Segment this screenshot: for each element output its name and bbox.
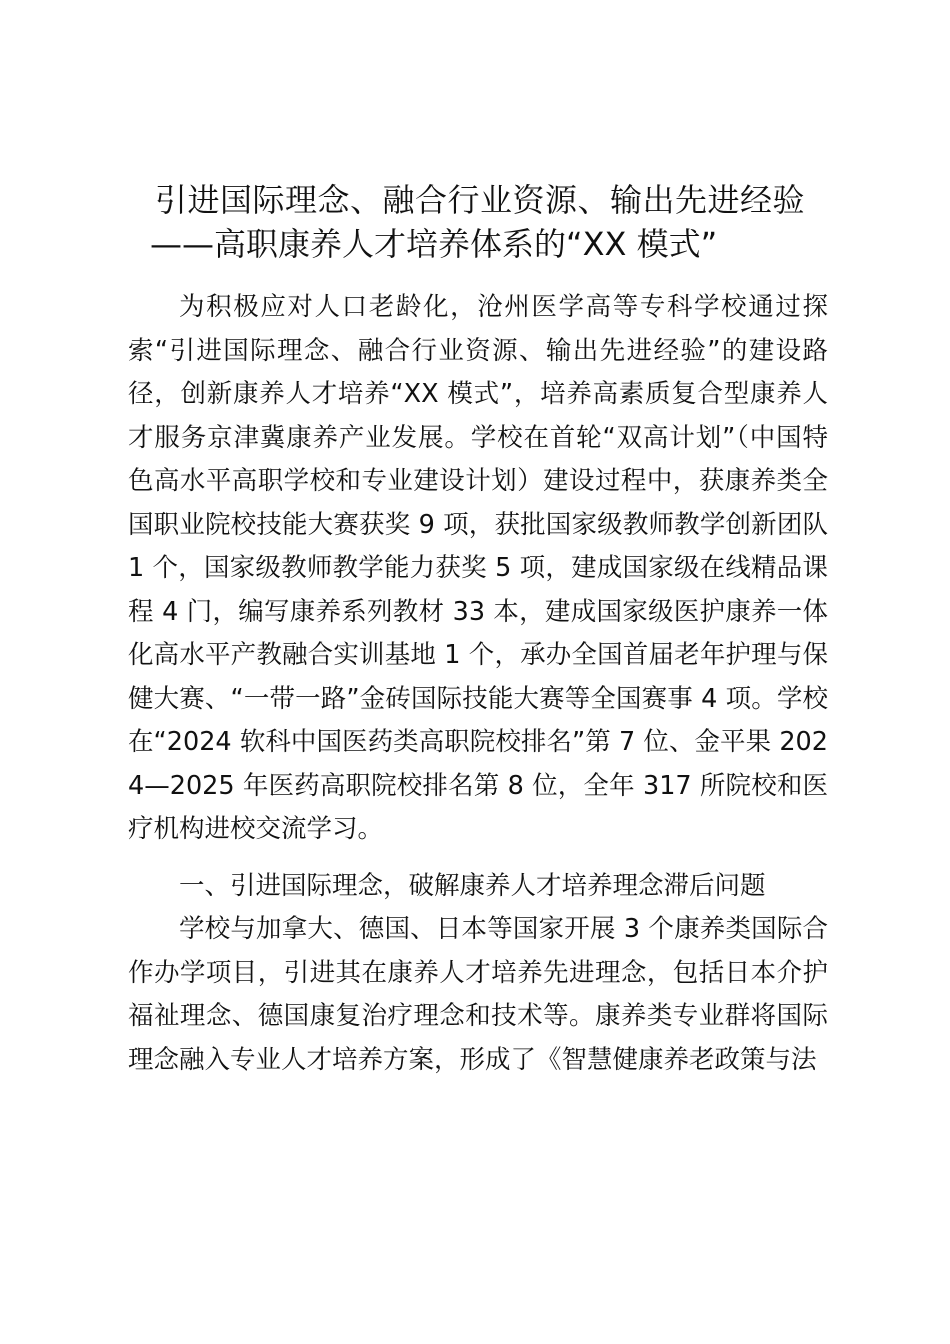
title-subtitle: ——高职康养人才培养体系的“XX 模式”: [150, 225, 718, 263]
section-1-paragraph: 学校与加拿大、德国、日本等国家开展 3 个康养类国际合作办学项目，引进其在康养人才培养先进理念，包括日本介护福祉理念、德国康复治疗理念和技术等。康养类专业群将国际理念融入专业人才培养方案，形成了《智慧健康养老政策与法: [128, 914, 828, 1075]
title-main: 引进国际理念、融合行业资源、输出先进经验: [154, 181, 805, 219]
intro-paragraph: 为积极应对人口老龄化，沧州医学高等专科学校通过探索“引进国际理念、融合行业资源、输出先进经验”的建设路径，创新康养人才培养“XX 模式”，培养高素质复合型康养人才服务京津冀康养产业发展。学校在首轮“双高计划”（中国特色高水平高职学校和专业建设计划）建设过程中，获康养类全国职业院校技能大赛获奖 9 项，获批国家级教师教学创新团队 1 个，国家级教师教学能力获奖 5 项，建成国家级在线精品课程 4 门，编写康养系列教材 33 本，建成国家级医护康养一体化高水平产教融合实训基地 1 个，承办全国首届老年护理与保健大赛、“一带一路”金砖国际技能大赛等全国赛事 4 项。学校在“2024 软科中国医药类高职院校排名”第 7 位、金平果 2024—2025 年医药高职院校排名第 8 位，全年 317 所院校和医疗机构进校交流学习。: [128, 292, 828, 844]
section-heading-1: 一、引进国际理念，破解康养人才培养理念滞后问题: [179, 870, 766, 901]
document-title: [100, 178, 860, 266]
document-body: [128, 286, 828, 1082]
